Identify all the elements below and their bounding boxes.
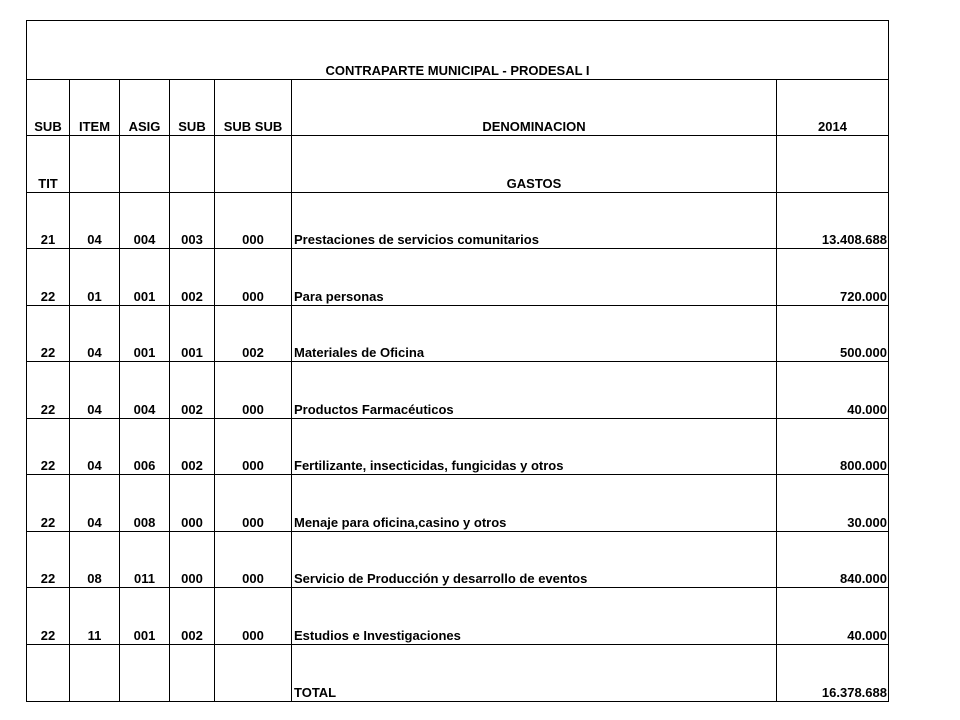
table-row bbox=[27, 532, 889, 588]
cell-amount: 40.000 bbox=[777, 362, 889, 419]
cell-item: 04 bbox=[70, 306, 120, 362]
section-gastos: GASTOS bbox=[292, 136, 777, 193]
cell-subsub: 000 bbox=[215, 532, 292, 588]
cell-subsub: 000 bbox=[215, 419, 292, 475]
cell-denominacion: Fertilizante, insecticidas, fungicidas y otros bbox=[292, 419, 777, 475]
cell-item: 04 bbox=[70, 193, 120, 249]
cell-subsub: 000 bbox=[215, 193, 292, 249]
cell-subsub: 000 bbox=[215, 588, 292, 645]
cell-amount: 40.000 bbox=[777, 588, 889, 645]
cell-denominacion: Para personas bbox=[292, 249, 777, 306]
cell-amount: 840.000 bbox=[777, 532, 889, 588]
empty-cell bbox=[70, 645, 120, 702]
cell-sub: 22 bbox=[27, 532, 70, 588]
table-row bbox=[27, 306, 889, 362]
cell-subsub: 000 bbox=[215, 249, 292, 306]
cell-item: 01 bbox=[70, 249, 120, 306]
cell-amount: 30.000 bbox=[777, 475, 889, 532]
empty-cell bbox=[120, 645, 170, 702]
cell-sub2: 002 bbox=[170, 419, 215, 475]
budget-table bbox=[26, 20, 889, 702]
cell-item: 11 bbox=[70, 588, 120, 645]
empty-cell bbox=[120, 136, 170, 193]
table-row bbox=[27, 588, 889, 645]
cell-item: 04 bbox=[70, 419, 120, 475]
cell-denominacion: Servicio de Producción y desarrollo de eventos bbox=[292, 532, 777, 588]
empty-cell bbox=[777, 136, 889, 193]
total-row bbox=[27, 645, 889, 702]
cell-denominacion: Estudios e Investigaciones bbox=[292, 588, 777, 645]
cell-asig: 004 bbox=[120, 193, 170, 249]
table-row bbox=[27, 193, 889, 249]
cell-sub: 22 bbox=[27, 362, 70, 419]
header-row bbox=[27, 80, 889, 136]
cell-sub2: 002 bbox=[170, 249, 215, 306]
cell-asig: 001 bbox=[120, 306, 170, 362]
cell-denominacion: Prestaciones de servicios comunitarios bbox=[292, 193, 777, 249]
empty-cell bbox=[70, 136, 120, 193]
cell-denominacion: Materiales de Oficina bbox=[292, 306, 777, 362]
cell-sub2: 000 bbox=[170, 532, 215, 588]
cell-amount: 500.000 bbox=[777, 306, 889, 362]
cell-asig: 004 bbox=[120, 362, 170, 419]
header-year: 2014 bbox=[777, 80, 889, 136]
cell-sub: 22 bbox=[27, 475, 70, 532]
cell-denominacion: Productos Farmacéuticos bbox=[292, 362, 777, 419]
cell-amount: 720.000 bbox=[777, 249, 889, 306]
header-subsub: SUB SUB bbox=[215, 80, 292, 136]
total-amount: 16.378.688 bbox=[777, 645, 889, 702]
cell-sub: 21 bbox=[27, 193, 70, 249]
empty-cell bbox=[215, 136, 292, 193]
cell-asig: 008 bbox=[120, 475, 170, 532]
cell-sub2: 001 bbox=[170, 306, 215, 362]
cell-asig: 006 bbox=[120, 419, 170, 475]
cell-item: 04 bbox=[70, 362, 120, 419]
empty-cell bbox=[170, 136, 215, 193]
empty-cell bbox=[27, 645, 70, 702]
header-denominacion: DENOMINACION bbox=[292, 80, 777, 136]
cell-sub: 22 bbox=[27, 306, 70, 362]
cell-sub: 22 bbox=[27, 588, 70, 645]
cell-asig: 011 bbox=[120, 532, 170, 588]
cell-sub: 22 bbox=[27, 419, 70, 475]
header-asig: ASIG bbox=[120, 80, 170, 136]
cell-amount: 800.000 bbox=[777, 419, 889, 475]
cell-item: 04 bbox=[70, 475, 120, 532]
cell-subsub: 000 bbox=[215, 475, 292, 532]
cell-sub2: 002 bbox=[170, 362, 215, 419]
cell-subsub: 000 bbox=[215, 362, 292, 419]
table-row bbox=[27, 362, 889, 419]
table-row bbox=[27, 475, 889, 532]
cell-item: 08 bbox=[70, 532, 120, 588]
empty-cell bbox=[170, 645, 215, 702]
cell-sub2: 002 bbox=[170, 588, 215, 645]
section-row bbox=[27, 136, 889, 193]
cell-subsub: 002 bbox=[215, 306, 292, 362]
cell-sub2: 003 bbox=[170, 193, 215, 249]
cell-asig: 001 bbox=[120, 249, 170, 306]
table-row bbox=[27, 249, 889, 306]
header-item: ITEM bbox=[70, 80, 120, 136]
section-tit: TIT bbox=[27, 136, 70, 193]
table-row bbox=[27, 419, 889, 475]
cell-amount: 13.408.688 bbox=[777, 193, 889, 249]
empty-cell bbox=[215, 645, 292, 702]
cell-asig: 001 bbox=[120, 588, 170, 645]
cell-sub: 22 bbox=[27, 249, 70, 306]
table-title: CONTRAPARTE MUNICIPAL - PRODESAL I bbox=[27, 21, 889, 80]
header-sub: SUB bbox=[27, 80, 70, 136]
total-label: TOTAL bbox=[292, 645, 777, 702]
title-row bbox=[27, 21, 889, 80]
cell-denominacion: Menaje para oficina,casino y otros bbox=[292, 475, 777, 532]
cell-sub2: 000 bbox=[170, 475, 215, 532]
header-sub2: SUB bbox=[170, 80, 215, 136]
